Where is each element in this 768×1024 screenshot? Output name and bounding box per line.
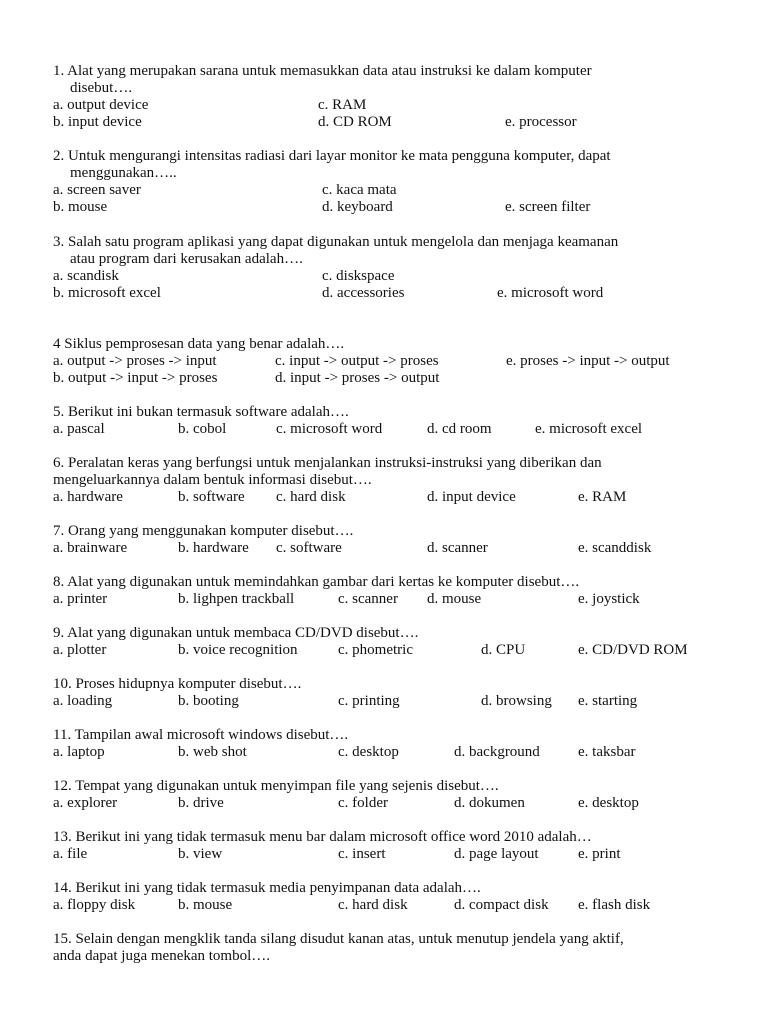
- answer-option: b. output -> input -> proses: [53, 370, 218, 386]
- question-text-continued: menggunakan…..: [70, 165, 177, 181]
- options-row: [53, 795, 753, 812]
- answer-option: d. background: [454, 744, 540, 760]
- answer-option: c. phometric: [338, 642, 413, 658]
- options-row: [53, 489, 753, 506]
- answer-option: c. scanner: [338, 591, 398, 607]
- answer-option: d. mouse: [427, 591, 482, 607]
- answer-option: c. kaca mata: [322, 182, 397, 198]
- options-row: [53, 421, 753, 438]
- question-13: [53, 829, 753, 863]
- question-text: 10. Proses hidupnya komputer disebut….: [53, 676, 302, 692]
- answer-option: b. hardware: [178, 540, 249, 556]
- answer-option: e. joystick: [578, 591, 640, 607]
- answer-option: e. processor: [505, 114, 577, 130]
- question-text: 3. Salah satu program aplikasi yang dapat digunakan untuk mengelola dan menjaga keamanan: [53, 234, 619, 250]
- answer-option: a. brainware: [53, 540, 128, 556]
- question-2: [53, 148, 753, 216]
- answer-option: b. voice recognition: [178, 642, 298, 658]
- options-row: [53, 114, 753, 131]
- answer-option: d. CPU: [481, 642, 526, 658]
- answer-option: b. booting: [178, 693, 239, 709]
- options-row: [53, 744, 753, 761]
- answer-option: a. printer: [53, 591, 108, 607]
- question-text: 12. Tempat yang digunakan untuk menyimpan file yang sejenis disebut….: [53, 778, 499, 794]
- answer-option: e. starting: [578, 693, 638, 709]
- answer-option: c. insert: [338, 846, 386, 862]
- answer-option: a. plotter: [53, 642, 107, 658]
- answer-option: d. CD ROM: [318, 114, 392, 130]
- answer-option: e. desktop: [578, 795, 639, 811]
- question-text-continued: anda dapat juga menekan tombol….: [53, 948, 271, 964]
- answer-option: c. hard disk: [276, 489, 346, 505]
- question-8: [53, 574, 753, 608]
- question-text-continued: atau program dari kerusakan adalah….: [70, 251, 303, 267]
- answer-option: d. keyboard: [322, 199, 393, 215]
- question-text: 13. Berikut ini yang tidak termasuk menu bar dalam microsoft office word 2010 adalah…: [53, 829, 592, 845]
- answer-option: c. desktop: [338, 744, 399, 760]
- answer-option: a. laptop: [53, 744, 105, 760]
- question-text: 6. Peralatan keras yang berfungsi untuk menjalankan instruksi-instruksi yang diberikan dan: [53, 455, 602, 471]
- answer-option: a. explorer: [53, 795, 118, 811]
- answer-option: a. file: [53, 846, 88, 862]
- answer-option: c. microsoft word: [276, 421, 383, 437]
- question-text: 14. Berikut ini yang tidak termasuk media penyimpanan data adalah….: [53, 880, 481, 896]
- question-text: 15. Selain dengan mengklik tanda silang disudut kanan atas, untuk menutup jendela yang aktif,: [53, 931, 624, 947]
- question-text: 2. Untuk mengurangi intensitas radiasi dari layar monitor ke mata pengguna komputer, dapat: [53, 148, 611, 164]
- options-row: [53, 642, 753, 659]
- answer-option: b. lighpen trackball: [178, 591, 295, 607]
- answer-option: b. microsoft excel: [53, 285, 161, 301]
- question-9: [53, 625, 753, 659]
- question-14: [53, 880, 753, 914]
- question-12: [53, 778, 753, 812]
- question-6: [53, 455, 753, 506]
- answer-option: c. folder: [338, 795, 388, 811]
- question-10: [53, 676, 753, 710]
- answer-option: c. diskspace: [322, 268, 395, 284]
- answer-option: d. scanner: [427, 540, 488, 556]
- options-row: [53, 693, 753, 710]
- answer-option: c. RAM: [318, 97, 367, 113]
- answer-option: c. printing: [338, 693, 400, 709]
- question-text-continued: disebut….: [70, 80, 133, 96]
- answer-option: c. software: [276, 540, 342, 556]
- answer-option: e. taksbar: [578, 744, 636, 760]
- question-11: [53, 727, 753, 761]
- answer-option: d. accessories: [322, 285, 405, 301]
- answer-option: a. output device: [53, 97, 149, 113]
- answer-option: a. floppy disk: [53, 897, 136, 913]
- question-text: 7. Orang yang menggunakan komputer disebut….: [53, 523, 354, 539]
- question-text: 4 Siklus pemprosesan data yang benar adalah….: [53, 336, 345, 352]
- answer-option: b. input device: [53, 114, 142, 130]
- answer-option: b. mouse: [178, 897, 233, 913]
- options-row: [53, 353, 753, 370]
- answer-option: d. page layout: [454, 846, 539, 862]
- answer-option: e. flash disk: [578, 897, 651, 913]
- answer-option: a. hardware: [53, 489, 123, 505]
- answer-option: b. drive: [178, 795, 224, 811]
- answer-option: d. input -> proses -> output: [275, 370, 440, 386]
- answer-option: e. scanddisk: [578, 540, 652, 556]
- answer-option: b. cobol: [178, 421, 227, 437]
- question-text-continued: mengeluarkannya dalam bentuk informasi disebut….: [53, 472, 372, 488]
- options-row: [53, 182, 753, 199]
- answer-option: b. mouse: [53, 199, 108, 215]
- answer-option: a. screen saver: [53, 182, 141, 198]
- answer-option: b. web shot: [178, 744, 247, 760]
- answer-option: e. screen filter: [505, 199, 591, 215]
- question-7: [53, 523, 753, 557]
- question-4: [53, 336, 753, 387]
- question-text: 8. Alat yang digunakan untuk memindahkan gambar dari kertas ke komputer disebut….: [53, 574, 580, 590]
- answer-option: e. print: [578, 846, 621, 862]
- options-row: [53, 591, 753, 608]
- options-row: [53, 97, 753, 114]
- options-row: [53, 199, 753, 216]
- question-5: [53, 404, 753, 438]
- answer-option: d. cd room: [427, 421, 492, 437]
- question-text: 5. Berikut ini bukan termasuk software adalah….: [53, 404, 349, 420]
- question-text: 1. Alat yang merupakan sarana untuk memasukkan data atau instruksi ke dalam komputer: [53, 63, 592, 79]
- answer-option: a. output -> proses -> input: [53, 353, 217, 369]
- options-row: [53, 897, 753, 914]
- options-row: [53, 846, 753, 863]
- answer-option: a. pascal: [53, 421, 105, 437]
- question-text: 11. Tampilan awal microsoft windows disebut….: [53, 727, 349, 743]
- options-row: [53, 268, 753, 285]
- question-3: [53, 234, 753, 302]
- options-row: [53, 540, 753, 557]
- answer-option: c. hard disk: [338, 897, 408, 913]
- answer-option: e. microsoft word: [497, 285, 604, 301]
- answer-option: a. scandisk: [53, 268, 119, 284]
- answer-option: c. input -> output -> proses: [275, 353, 439, 369]
- question-15: [53, 931, 753, 965]
- question-text: 9. Alat yang digunakan untuk membaca CD/DVD disebut….: [53, 625, 419, 641]
- answer-option: b. software: [178, 489, 245, 505]
- options-row: [53, 285, 753, 302]
- options-row: [53, 370, 753, 387]
- answer-option: e. microsoft excel: [535, 421, 643, 437]
- answer-option: e. RAM: [578, 489, 627, 505]
- answer-option: e. CD/DVD ROM: [578, 642, 688, 658]
- answer-option: a. loading: [53, 693, 113, 709]
- answer-option: e. proses -> input -> output: [506, 353, 670, 369]
- answer-option: b. view: [178, 846, 223, 862]
- question-1: [53, 63, 753, 131]
- answer-option: d. browsing: [481, 693, 552, 709]
- answer-option: d. compact disk: [454, 897, 549, 913]
- answer-option: d. dokumen: [454, 795, 525, 811]
- answer-option: d. input device: [427, 489, 516, 505]
